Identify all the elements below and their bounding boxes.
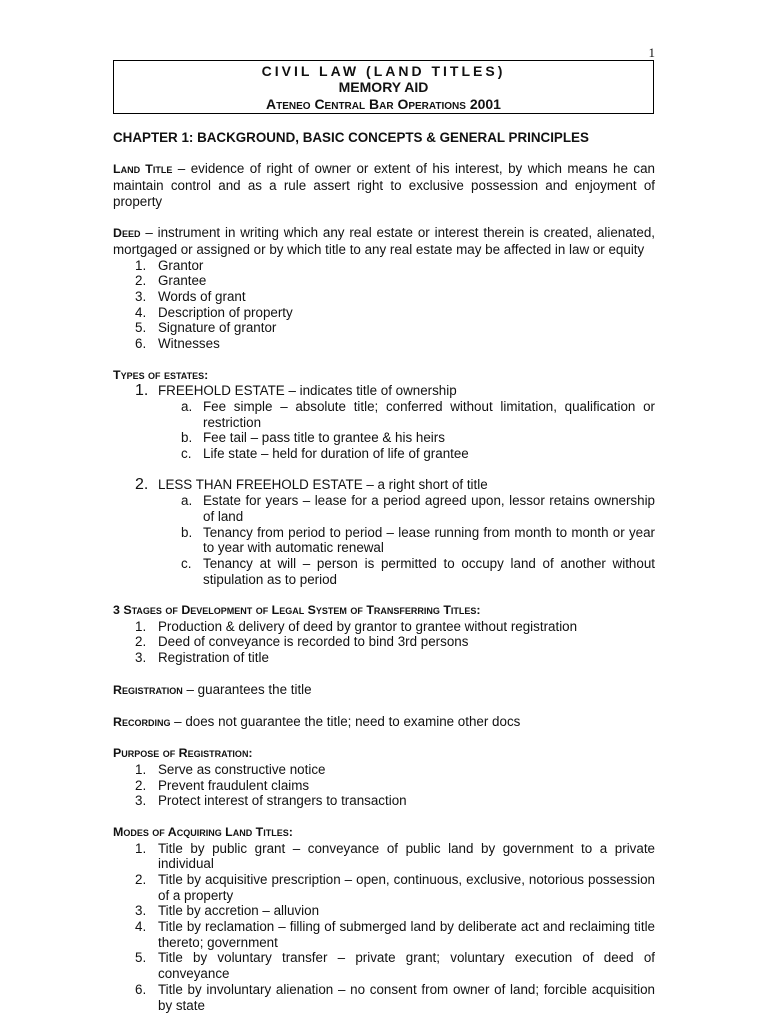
less-than-freehold-subtypes-list <box>113 493 655 587</box>
purpose-heading: Purpose of Registration: <box>113 746 253 761</box>
registration-text: – guarantees the title <box>182 681 312 697</box>
land-title-term: Land Title <box>113 162 173 177</box>
document-org-line <box>114 95 653 114</box>
list-item: a. Fee simple – absolute title; conferred without limitation, qualification or restriction <box>181 398 655 430</box>
page-number: 1 <box>648 45 655 60</box>
stages-list <box>113 619 655 666</box>
list-item: 6. Title by involuntary alienation – no consent from owner of land; forcible acquisition by state <box>135 981 655 1013</box>
land-title-text: – evidence of right of owner or extent of his interest, by which means he can maintain control and as a rule assert right to exclusive possession and enjoyment of property <box>113 161 655 209</box>
purpose-list <box>113 762 655 809</box>
list-item: 5. Signature of grantor <box>135 320 277 336</box>
list-item: 3. Registration of title <box>135 650 269 666</box>
list-item: b. Tenancy from period to period – lease running from month to month or year to year with automatic renewal <box>181 524 655 556</box>
list-item: b. Fee tail – pass title to grantee & his heirs <box>181 430 445 446</box>
document-body <box>113 130 655 1029</box>
freehold-subtypes-list <box>113 399 655 462</box>
document-subtitle: MEMORY AID <box>338 79 429 95</box>
list-item: c. Life state – held for duration of life of grantee <box>181 446 469 462</box>
list-item: 1. Grantor <box>135 257 204 273</box>
land-title-definition <box>113 161 655 209</box>
recording-text: – does not guarantee the title; need to examine other docs <box>170 713 521 729</box>
types-of-estates-heading: Types of estates: <box>113 367 209 382</box>
list-item: c. Tenancy at will – person is permitted to occupy land of another without stipulation as to period <box>181 555 655 587</box>
list-item: 6. Witnesses <box>135 336 220 352</box>
list-item: 2. Deed of conveyance is recorded to bind 3rd persons <box>135 634 469 650</box>
document-title: CIVIL LAW (LAND TITLES) <box>261 63 506 79</box>
estate-types-list <box>113 383 655 399</box>
list-item: 1. Title by public grant – conveyance of public land by government to a private individual <box>135 840 655 872</box>
deed-definition <box>113 225 655 257</box>
modes-list <box>113 841 655 1014</box>
estate-types-list-2 <box>113 477 655 493</box>
stages-heading: 3 Stages of Development of Legal System of Transferring Titles: <box>113 603 481 618</box>
list-item: 1. Serve as constructive notice <box>135 762 326 777</box>
list-item: 1. FREEHOLD ESTATE – indicates title of ownership <box>135 382 457 400</box>
list-item: 1. Production & delivery of deed by grantor to grantee without registration <box>135 618 578 634</box>
chapter-heading: CHAPTER 1: BACKGROUND, BASIC CONCEPTS & GENERAL PRINCIPLES <box>113 130 589 145</box>
list-item: 2. Title by acquisitive prescription – open, continuous, exclusive, notorious possession of a property <box>135 871 655 903</box>
recording-definition <box>113 714 655 731</box>
title-box <box>113 60 654 114</box>
list-item: a. Estate for years – lease for a period agreed upon, lessor retains ownership of land <box>181 493 655 524</box>
list-item: 3. Protect interest of strangers to transaction <box>135 793 407 809</box>
list-item: 4. Title by reclamation – filling of submerged land by deliberate act and reclaiming title thereto; government <box>135 919 655 950</box>
list-item: 2. LESS THAN FREEHOLD ESTATE – a right short of title <box>135 476 488 494</box>
org-year: 2001 <box>469 96 501 112</box>
org-name: Ateneo Central Bar Operations <box>266 96 466 112</box>
list-item: 3. Title by accretion – alluvion <box>135 903 320 919</box>
registration-definition <box>113 682 655 699</box>
list-item: 4. Description of property <box>135 304 293 320</box>
list-item: 5. Title by voluntary transfer – private grant; voluntary execution of deed of conveyance <box>135 950 655 982</box>
list-item: 2. Grantee <box>135 273 207 289</box>
registration-term: Registration <box>113 682 183 697</box>
deed-text: – instrument in writing which any real estate or interest therein is created, alienated, mortgaged or assigned or by which title to any real estate may be affected in law or equity <box>113 225 655 257</box>
list-item: 2. Prevent fraudulent claims <box>135 777 310 793</box>
deed-requisites-list <box>113 258 655 352</box>
deed-term: Deed <box>113 226 141 241</box>
recording-term: Recording <box>113 714 171 729</box>
list-item: 3. Words of grant <box>135 289 246 304</box>
modes-heading: Modes of Acquiring Land Titles: <box>113 824 293 839</box>
